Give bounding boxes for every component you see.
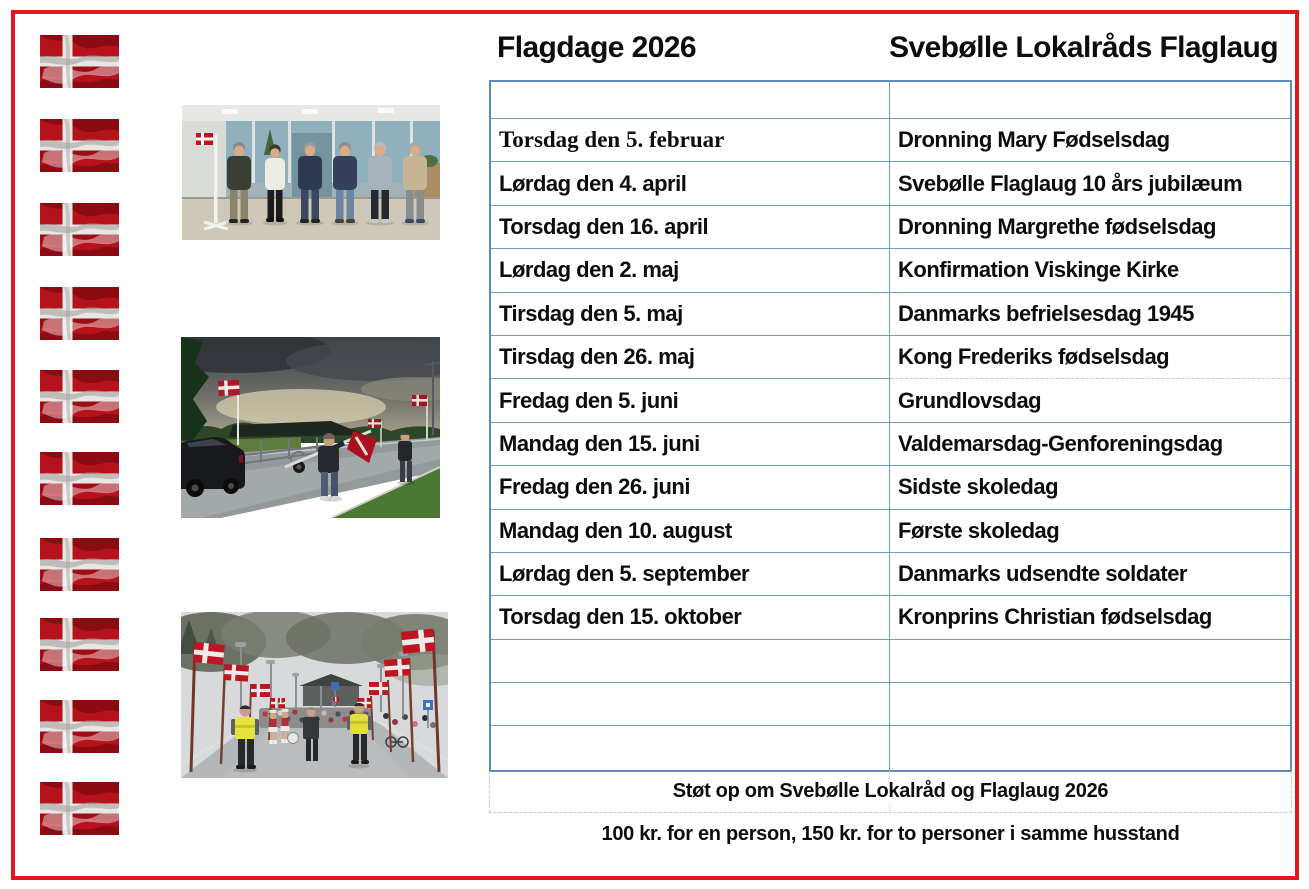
table-cell-date: Lørdag den 4. april — [491, 162, 890, 205]
table-cell-event: Sidste skoledag — [890, 466, 1290, 509]
flagpole-street-photo — [181, 337, 440, 518]
flag-parade-photo — [181, 612, 448, 778]
table-cell-date: Tirsdag den 26. maj — [491, 336, 890, 379]
danish-flag-icon — [40, 538, 119, 591]
danish-flag-icon — [40, 119, 119, 172]
table-cell-date: Mandag den 10. august — [491, 510, 890, 553]
table-cell-date — [491, 726, 890, 769]
organization-title: Svebølle Lokalråds Flaglaug — [889, 31, 1278, 64]
danish-flag-icon — [40, 452, 119, 505]
flaglaug-members-photo — [182, 105, 440, 240]
flagdage-table — [489, 80, 1292, 772]
table-cell-date: Mandag den 15. juni — [491, 423, 890, 466]
price-note: 100 kr. for en person, 150 kr. for to personer i samme husstand — [601, 822, 1180, 845]
table-cell-date: Torsdag den 16. april — [491, 206, 890, 249]
danish-flag-icon — [40, 782, 119, 835]
support-text: Støt op om Svebølle Lokalråd og Flaglaug 2026 — [667, 780, 1114, 803]
table-cell-event: Kronprins Christian fødselsdag — [890, 596, 1290, 639]
danish-flag-icon — [40, 35, 119, 88]
table-cell-event: Grundlovsdag — [890, 379, 1290, 422]
danish-flag-icon — [40, 700, 119, 753]
page-title: Flagdage 2026 — [497, 31, 696, 64]
table-cell-date — [491, 640, 890, 683]
table-cell-event: Konfirmation Viskinge Kirke — [890, 249, 1290, 292]
danish-flag-icon — [40, 618, 119, 671]
table-cell-event — [890, 640, 1290, 683]
table-cell-date: Tirsdag den 5. maj — [491, 293, 890, 336]
table-cell-event: Dronning Mary Fødselsdag — [890, 119, 1290, 162]
table-cell-event: Danmarks udsendte soldater — [890, 553, 1290, 596]
danish-flag-icon — [40, 370, 119, 423]
support-row — [489, 771, 1292, 813]
table-cell-event — [890, 683, 1290, 726]
table-cell-date — [491, 683, 890, 726]
table-cell-date: Fredag den 5. juni — [491, 379, 890, 422]
table-cell-date — [491, 82, 890, 119]
table-cell-date: Torsdag den 15. oktober — [491, 596, 890, 639]
table-cell-event: Dronning Margrethe fødselsdag — [890, 206, 1290, 249]
table-cell-date: Lørdag den 5. september — [491, 553, 890, 596]
table-cell-date: Lørdag den 2. maj — [491, 249, 890, 292]
table-cell-event: Danmarks befrielsesdag 1945 — [890, 293, 1290, 336]
danish-flag-icon — [40, 203, 119, 256]
table-cell-date: Fredag den 26. juni — [491, 466, 890, 509]
table-cell-event: Valdemarsdag-Genforeningsdag — [890, 423, 1290, 466]
table-cell-event — [890, 726, 1290, 769]
table-cell-event: Kong Frederiks fødselsdag — [890, 336, 1290, 379]
table-cell-date: Torsdag den 5. februar — [491, 119, 890, 162]
table-cell-event: Svebølle Flaglaug 10 års jubilæum — [890, 162, 1290, 205]
table-cell-event: Første skoledag — [890, 510, 1290, 553]
table-cell-event — [890, 82, 1290, 119]
danish-flag-icon — [40, 287, 119, 340]
